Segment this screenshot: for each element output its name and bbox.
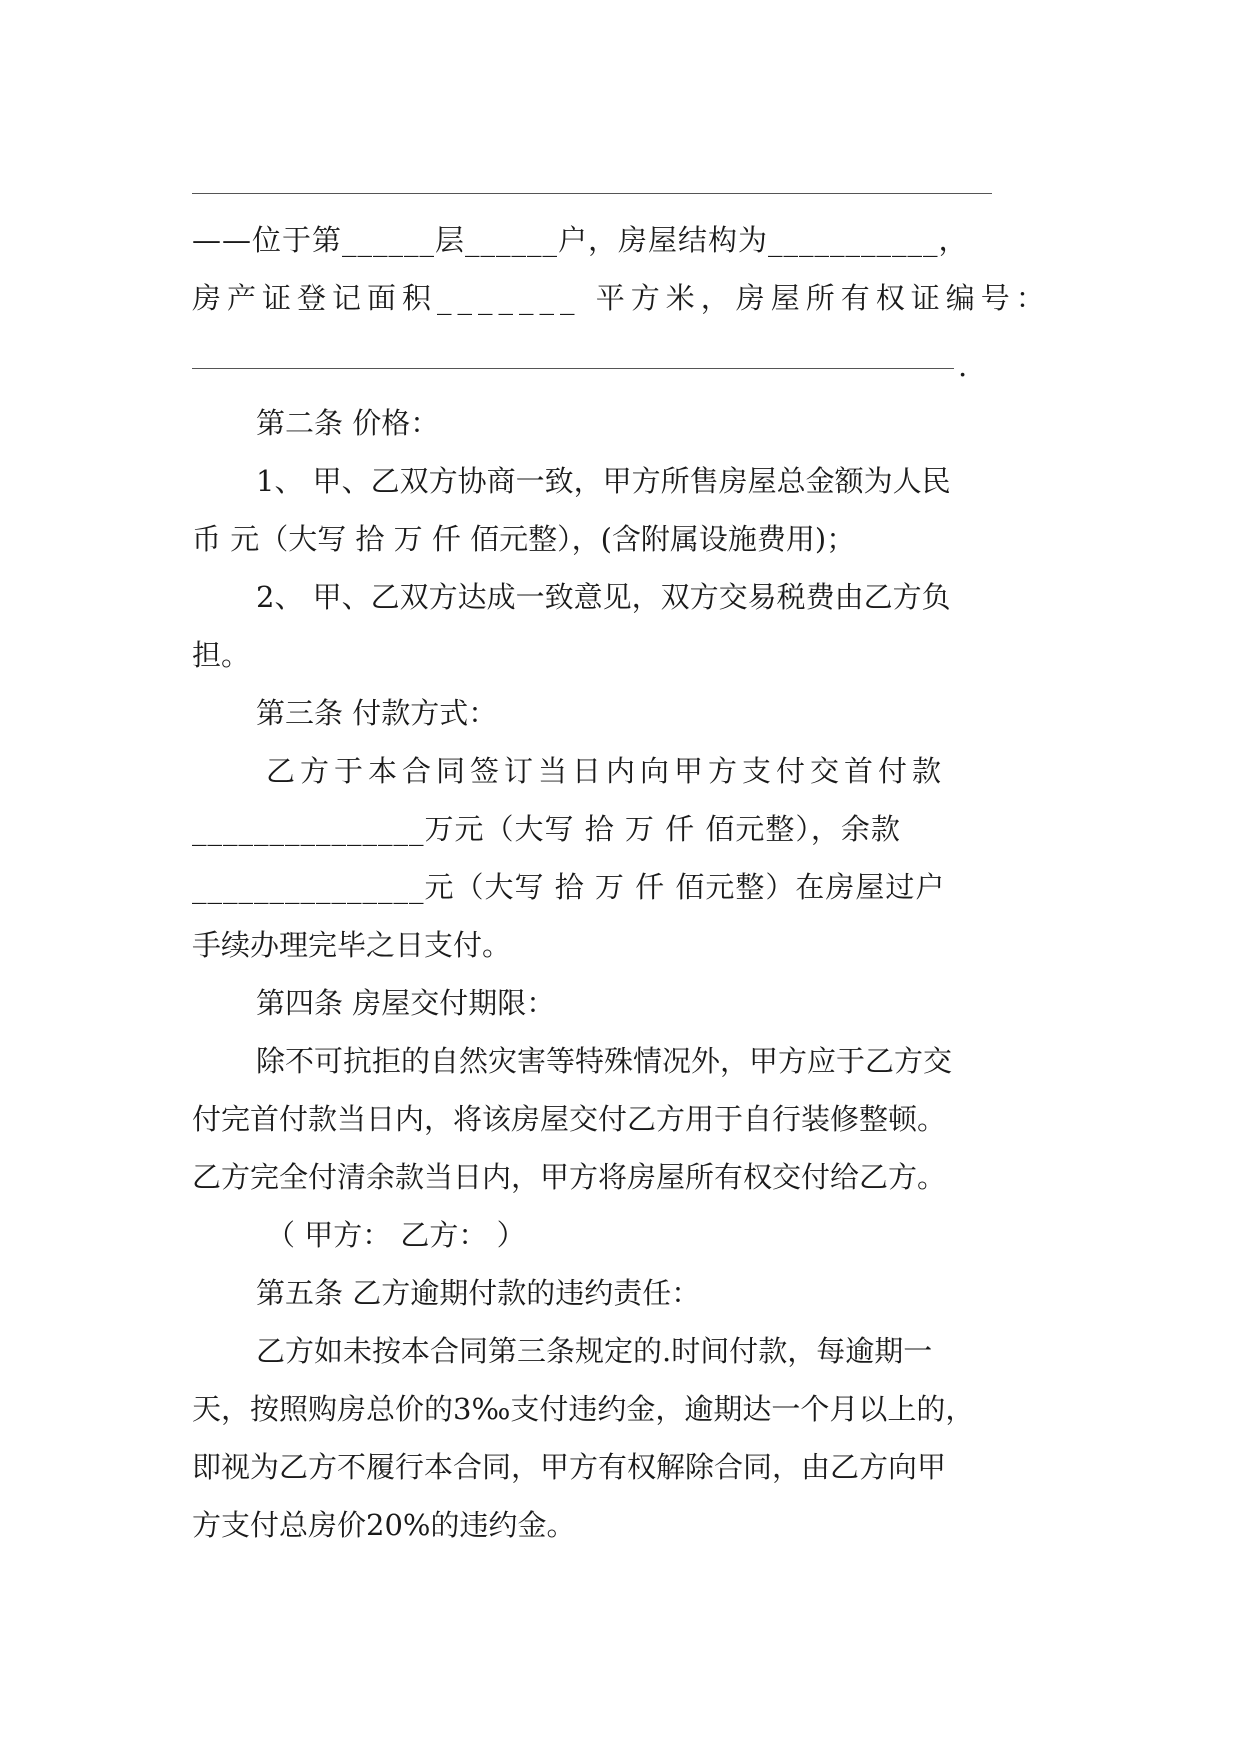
article-2-item-2-cont: 担。 — [192, 638, 251, 672]
line-certificate-number-end: . — [958, 349, 968, 383]
article-5-body-4: 方支付总房价20%的违约金。 — [192, 1508, 576, 1542]
article-3-body-4: 手续办理完毕之日支付。 — [192, 928, 512, 962]
article-2-heading: 第二条 价格： — [256, 406, 440, 440]
article-5-body-1: 乙方如未按本合同第三条规定的.时间付款，每逾期一 — [256, 1334, 933, 1368]
article-4-body-1: 除不可抗拒的自然灾害等特殊情况外，甲方应于乙方交 — [256, 1044, 953, 1078]
article-3-body-3: _______________元（大写 拾 万 仟 佰元整）在房屋过户 — [192, 870, 946, 904]
article-2-item-1-cont: 币 元（大写 拾 万 仟 佰元整），(含附属设施费用)； — [192, 522, 856, 556]
article-4-body-3: 乙方完全付清余款当日内，甲方将房屋所有权交付给乙方。 — [192, 1160, 947, 1194]
line-floor-unit: ——位于第______层______户，房屋结构为___________， — [192, 223, 969, 257]
article-5-body-3: 即视为乙方不履行本合同，甲方有权解除合同，由乙方向甲 — [192, 1450, 947, 1484]
article-2-item-2: 2、 甲、乙双方达成一致意见，双方交易税费由乙方负 — [256, 580, 951, 614]
article-4-signature-note: （ 甲方： 乙方： ） — [266, 1218, 526, 1252]
article-4-body-2: 付完首付款当日内，将该房屋交付乙方用于自行装修整顿。 — [192, 1102, 947, 1136]
line-certificate-area: 房产证登记面积_______ 平方米，房屋所有权证编号： — [192, 281, 1051, 315]
article-3-body-2: _______________万元（大写 拾 万 仟 佰元整），余款 — [192, 812, 901, 846]
article-3-heading: 第三条 付款方式： — [256, 696, 498, 730]
blank-underline-certificate-number — [192, 368, 954, 369]
article-5-body-2: 天，按照购房总价的3‰支付违约金，逾期达一个月以上的， — [192, 1392, 975, 1426]
article-4-heading: 第四条 房屋交付期限： — [256, 986, 556, 1020]
article-5-heading: 第五条 乙方逾期付款的违约责任： — [256, 1276, 701, 1310]
blank-underline-top — [192, 193, 992, 194]
article-2-item-1: 1、 甲、乙双方协商一致，甲方所售房屋总金额为人民 — [256, 464, 951, 498]
article-3-body-1: 乙方于本合同签订当日内向甲方支付交首付款 — [266, 754, 947, 788]
